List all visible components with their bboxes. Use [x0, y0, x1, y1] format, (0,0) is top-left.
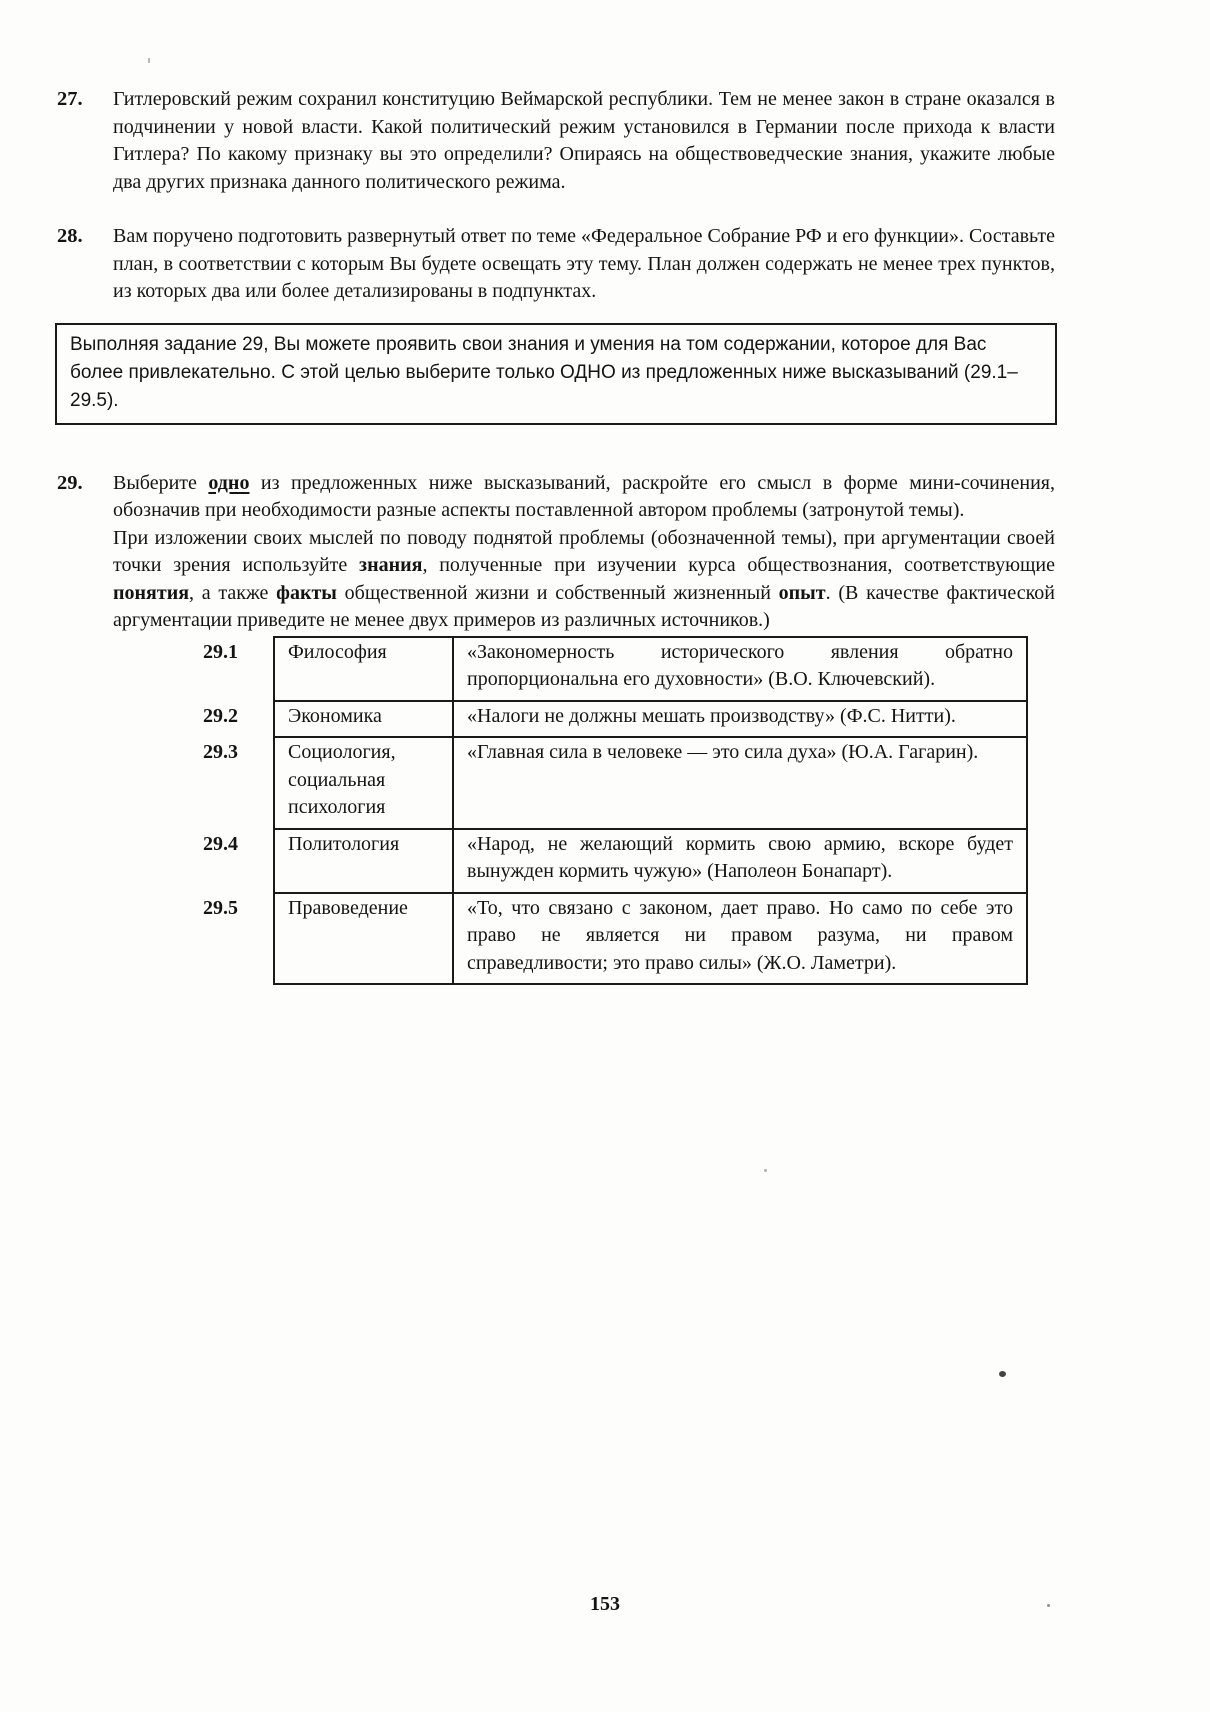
- topic-row-label: 29.2: [203, 704, 238, 727]
- essay-topics-table: [57, 636, 1055, 986]
- q29-p1-segment: Выберите: [113, 471, 209, 494]
- q29-bold-word: факты: [276, 581, 337, 604]
- topic-quote-cell: «Закономерность исторического явления обратно пропорциональна его духовности» (В.О. Ключевский).: [452, 636, 1028, 700]
- page-number: 153: [590, 1593, 620, 1615]
- q29-p2-segment: При изложении своих мыслей по поводу поднятой проблемы (обозначенной темы), при аргументации своей точки зрения используйте: [113, 526, 1055, 576]
- q29-p1-segment: из предложенных ниже высказываний, раскройте его смысл в форме мини-сочинения, обозначив при необходимости разные аспекты поставленной автором проблемы (затронутой темы).: [113, 471, 1056, 521]
- task-29-notice-box: [55, 323, 1057, 425]
- scan-artifact-dot: [148, 58, 150, 63]
- task-29-notice-text: Выполняя задание 29, Вы можете проявить свои знания и умения на том содержании, которое для Вас более привлекательно. С этой целью выберите только ОДНО из предложенных ниже высказываний (29.1–29.5).: [70, 333, 1018, 411]
- topic-quote-cell: «Народ, не желающий кормить свою армию, вскоре будет вынужден кормить чужую» (Наполеон Бонапарт).: [452, 828, 1028, 892]
- topic-discipline-cell: Политология: [273, 828, 452, 892]
- question-27-text: Гитлеровский режим сохранил конституцию Веймарской республики. Тем не менее закон в стране оказался в подчинении у новой власти. Какой политический режим установился в Германии после прихода к власти Гитлера? По какому признаку вы это определили? Опираясь на обществоведческие знания, укажите любые два других признака данного политического режима.: [113, 88, 1055, 193]
- topic-row-label: 29.5: [203, 896, 238, 919]
- question-29-text: [113, 470, 1055, 635]
- question-29: [57, 470, 1055, 635]
- topic-row-label: 29.3: [203, 741, 238, 763]
- topic-discipline-cell: Правоведение: [273, 892, 452, 986]
- scan-artifact-dot: [1047, 1604, 1050, 1607]
- topic-quote-cell: «То, что связано с законом, дает право. Но само по себе это право не является ни правом разума, ни правом справедливости; это право силы» (Ж.О. Ламетри).: [452, 892, 1028, 986]
- question-29-number: 29.: [57, 471, 83, 494]
- topic-discipline-cell: Экономика: [273, 700, 452, 737]
- q29-p2-segment: , полученные при изучении курса обществознания, соответствующие: [422, 554, 1055, 576]
- question-28-number: 28.: [57, 225, 83, 247]
- q29-bold-word: знания: [359, 554, 423, 576]
- question-29-paragraph-1: [113, 470, 1055, 525]
- topic-quote-cell: «Налоги не должны мешать производству» (Ф.С. Нитти).: [452, 700, 1028, 737]
- page-content: [57, 86, 1055, 985]
- topic-row-label: 29.4: [203, 832, 238, 855]
- q29-p2-segment: . (В качестве фактической аргументации приведите не менее двух примеров из различных источников.): [113, 581, 1055, 631]
- question-28-text: Вам поручено подготовить развернутый ответ по теме «Федеральное Собрание РФ и его функции». Составьте план, в соответствии с которым Вы будете освещать эту тему. План должен содержать не менее трех пунктов, из которых два или более детализированы в подпунктах.: [113, 225, 1055, 302]
- q29-bold-word: понятия: [113, 581, 190, 604]
- question-27-number: 27.: [57, 88, 83, 110]
- q29-p2-segment: , а также: [189, 581, 277, 604]
- topic-discipline-cell: Социология, социальная психология: [273, 736, 452, 828]
- topic-quote-cell: «Главная сила в человеке — это сила духа» (Ю.А. Гагарин).: [452, 736, 1028, 828]
- q29-bold-word: опыт: [778, 581, 826, 604]
- scan-artifact-dot: [999, 1371, 1006, 1377]
- question-28: [57, 223, 1055, 306]
- question-29-paragraph-2: [113, 525, 1055, 635]
- topic-discipline-cell: Философия: [273, 636, 452, 700]
- q29-p2-segment: общественной жизни и собственный жизненный: [336, 581, 779, 604]
- q29-underlined-word: одно: [208, 471, 250, 494]
- scan-artifact-dot: [764, 1169, 767, 1172]
- question-27: [57, 86, 1055, 196]
- topic-row-label: 29.1: [203, 640, 238, 663]
